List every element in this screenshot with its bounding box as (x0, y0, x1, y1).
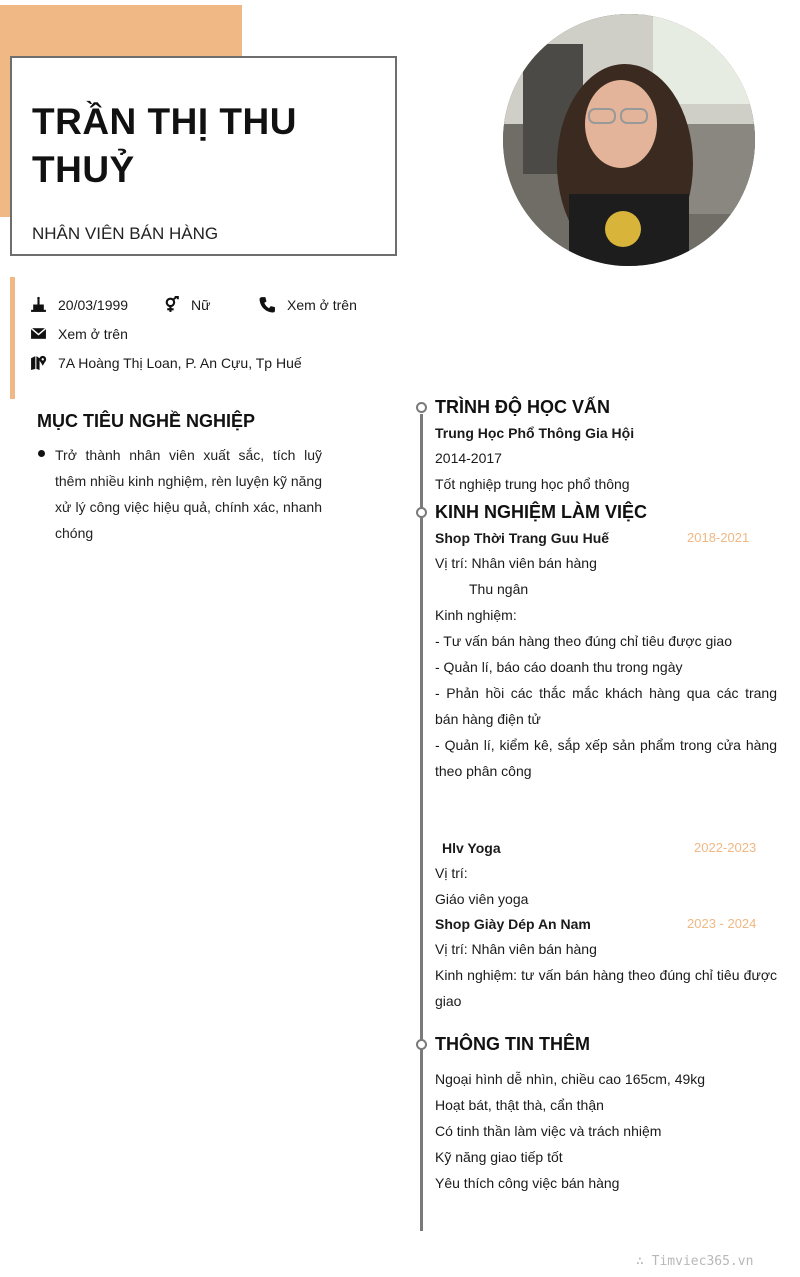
address-row (30, 354, 302, 371)
phone-row (259, 296, 357, 313)
candidate-name: TRẦN THỊ THU THUỶ (32, 101, 297, 190)
profile-photo (503, 14, 755, 266)
experience-dot (416, 507, 427, 518)
education-years: 2014-2017 (435, 450, 502, 466)
objective-title: MỤC TIÊU NGHỀ NGHIỆP (37, 411, 256, 431)
job-1-position-extra: Thu ngân (469, 581, 529, 597)
name-box (10, 56, 397, 256)
timeline-line (420, 414, 423, 1231)
objective-text: Trở thành nhân viên xuất sắc, tích luỹ thêm nhiều kinh nghiệm, rèn luyện kỹ năng xử lý công việc hiệu quả, chính xác, nhanh chóng (55, 447, 322, 541)
additional-title: THÔNG TIN THÊM (435, 1034, 590, 1054)
additional-item: Kỹ năng giao tiếp tốt (435, 1149, 563, 1165)
job-1-duty: - Quản lí, kiểm kê, sắp xếp sản phẩm trong cửa hàng theo phân công (435, 737, 777, 779)
education-dot (416, 402, 427, 413)
phone-icon (259, 296, 276, 313)
objective-bullet (38, 450, 45, 457)
job-3-company: Shop Giày Dép An Nam (435, 916, 591, 932)
email-row (30, 325, 128, 342)
job-3-period: 2023 - 2024 (687, 916, 757, 931)
school-name: Trung Học Phổ Thông Gia Hội (435, 425, 635, 441)
job-1-period: 2018-2021 (687, 530, 750, 545)
contact-accent-bar (10, 277, 15, 399)
job-2-position-extra: Giáo viên yoga (435, 891, 529, 907)
additional-item: Có tinh thần làm việc và trách nhiệm (435, 1123, 662, 1139)
cake-icon (30, 296, 47, 313)
gender-icon (163, 296, 180, 313)
job-1-duty: - Tư vấn bán hàng theo đúng chỉ tiêu được giao (435, 633, 732, 649)
phone-value: Xem ở trên (287, 296, 357, 313)
job-2-company: Hlv Yoga (442, 840, 501, 856)
job-1-company: Shop Thời Trang Guu Huế (435, 530, 610, 546)
job-1-duty: - Phản hồi các thắc mắc khách hàng qua các trang bán hàng điện tử (435, 685, 777, 727)
job-1-position: Vị trí: Nhân viên bán hàng (435, 555, 597, 571)
education-result: Tốt nghiệp trung học phổ thông (435, 476, 630, 492)
envelope-icon (30, 325, 47, 342)
experience-title: KINH NGHIỆM LÀM VIỆC (435, 502, 648, 522)
job-title: NHÂN VIÊN BÁN HÀNG (32, 224, 219, 243)
job-3-experience: Kinh nghiệm: tư vấn bán hàng theo đúng chỉ tiêu được giao (435, 967, 777, 1009)
job-3-position: Vị trí: Nhân viên bán hàng (435, 941, 597, 957)
watermark: ∴ Timviec365.vn (636, 1254, 754, 1269)
birthday-value: 20/03/1999 (58, 296, 129, 313)
address-value: 7A Hoàng Thị Loan, P. An Cựu, Tp Huế (58, 354, 302, 371)
job-1-duty: - Quản lí, báo cáo doanh thu trong ngày (435, 659, 683, 675)
birthday-row (30, 296, 128, 313)
additional-item: Ngoại hình dễ nhìn, chiều cao 165cm, 49kg (435, 1071, 706, 1087)
education-title: TRÌNH ĐỘ HỌC VẤN (435, 397, 610, 417)
job-1-experience-label: Kinh nghiệm: (435, 607, 517, 623)
job-2-position: Vị trí: (435, 865, 468, 881)
job-2-period: 2022-2023 (694, 840, 757, 855)
additional-item: Yêu thích công việc bán hàng (435, 1175, 620, 1191)
additional-dot (416, 1039, 427, 1050)
gender-value: Nữ (191, 296, 211, 313)
email-value: Xem ở trên (58, 325, 128, 342)
gender-row (163, 296, 210, 313)
additional-item: Hoạt bát, thật thà, cẩn thận (435, 1097, 604, 1113)
map-marker-icon (30, 354, 47, 371)
